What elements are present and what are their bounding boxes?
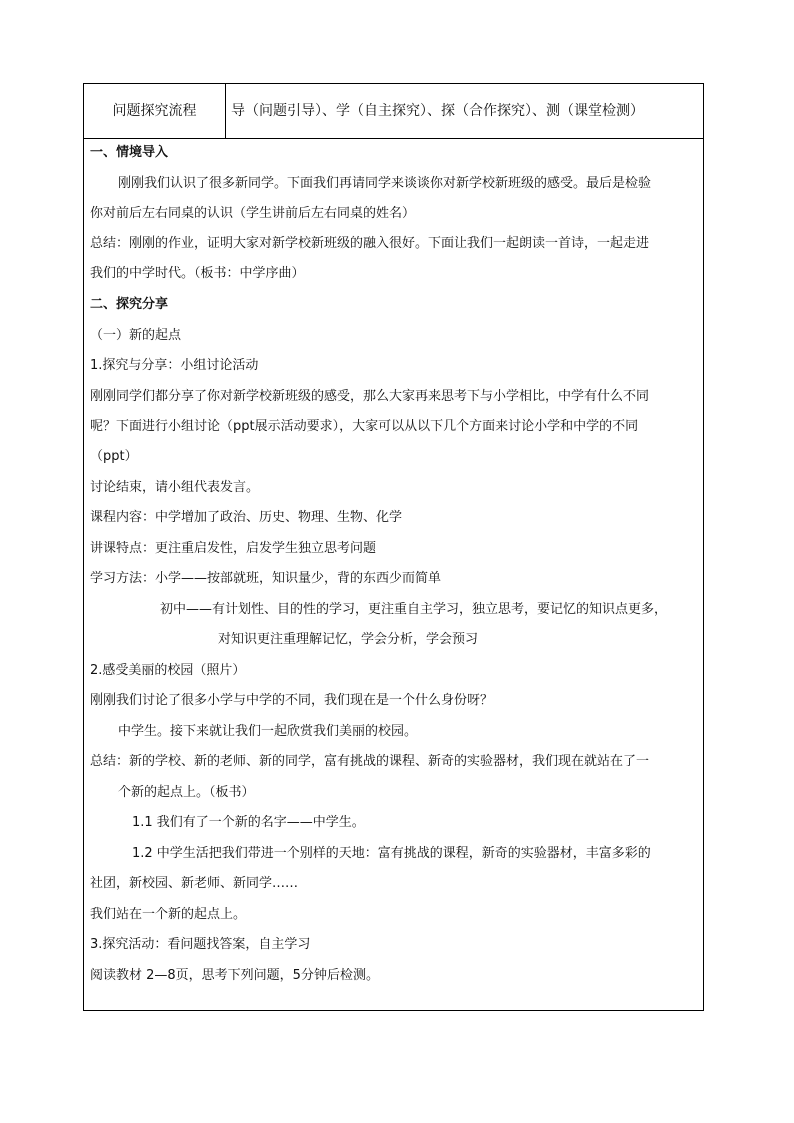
summary-line: 总结：新的学校、新的老师、新的同学，富有挑战的课程、新奇的实验器材，我们现在就站在了一 xyxy=(90,754,650,769)
lesson-table xyxy=(83,83,704,1011)
header-label: 问题探究流程 xyxy=(84,84,226,138)
section-heading: 二、探究分享 xyxy=(90,297,169,312)
item-heading: 3.探究活动：看问题找答案，自主学习 xyxy=(90,937,311,952)
paragraph-line: 学习方法：小学——按部就班，知识量少，背的东西少而简单 xyxy=(90,571,442,586)
paragraph-line: （ppt） xyxy=(90,449,138,464)
paragraph-line: 个新的起点上。（板书） xyxy=(118,785,255,800)
item-heading: 2.感受美丽的校园（照片） xyxy=(90,663,246,678)
item-heading: 1.探究与分享：小组讨论活动 xyxy=(90,358,259,373)
subsection-heading: （一）新的起点 xyxy=(90,328,182,343)
paragraph-line: 我们站在一个新的起点上。 xyxy=(90,907,247,922)
paragraph-line: 对知识更注重理解记忆，学会分析，学会预习 xyxy=(218,632,479,647)
paragraph-line: 你对前后左右同桌的认识（学生讲前后左右同桌的姓名） xyxy=(90,206,416,221)
paragraph-line: 初中——有计划性、目的性的学习，更注重自主学习，独立思考，要记忆的知识点更多， xyxy=(160,602,668,617)
paragraph-line: 呢？下面进行小组讨论（ppt展示活动要求），大家可以从以下几个方面来讨论小学和中学的不同 xyxy=(90,419,639,434)
paragraph-line: 阅读教材 2—8页，思考下列问题，5分钟后检测。 xyxy=(90,968,379,983)
paragraph-line: 刚刚我们讨论了很多小学与中学的不同，我们现在是一个什么身份呀？ xyxy=(90,693,494,708)
paragraph-line: 课程内容：中学增加了政治、历史、物理、生物、化学 xyxy=(90,510,403,525)
content-cell xyxy=(84,139,703,1010)
header-row xyxy=(84,84,703,139)
header-value: 导（问题引导）、学（自主探究）、探（合作探究）、测（课堂检测） xyxy=(231,103,644,119)
summary-line: 总结：刚刚的作业，证明大家对新学校新班级的融入很好。下面让我们一起朗读一首诗，一起走进 xyxy=(90,236,650,251)
paragraph-line: 社团，新校园、新老师、新同学…… xyxy=(90,876,299,891)
paragraph-line: 中学生。接下来就让我们一起欣赏我们美丽的校园。 xyxy=(118,724,418,739)
paragraph-line: 讨论结束，请小组代表发言。 xyxy=(90,480,260,495)
paragraph-line: 1.1 我们有了一个新的名字——中学生。 xyxy=(132,815,365,830)
section-heading: 一、情境导入 xyxy=(90,145,169,160)
paragraph-line: 刚刚同学们都分享了你对新学校新班级的感受，那么大家再来思考下与小学相比，中学有什么不同 xyxy=(90,389,650,404)
paragraph-line: 1.2 中学生活把我们带进一个别样的天地：富有挑战的课程，新奇的实验器材，丰富多彩的 xyxy=(132,846,651,861)
paragraph-line: 刚刚我们认识了很多新同学。下面我们再请同学来谈谈你对新学校新班级的感受。最后是检验 xyxy=(118,176,652,191)
paragraph-line: 我们的中学时代。（板书：中学序曲） xyxy=(90,266,305,281)
paragraph-line: 讲课特点：更注重启发性，启发学生独立思考问题 xyxy=(90,541,377,556)
